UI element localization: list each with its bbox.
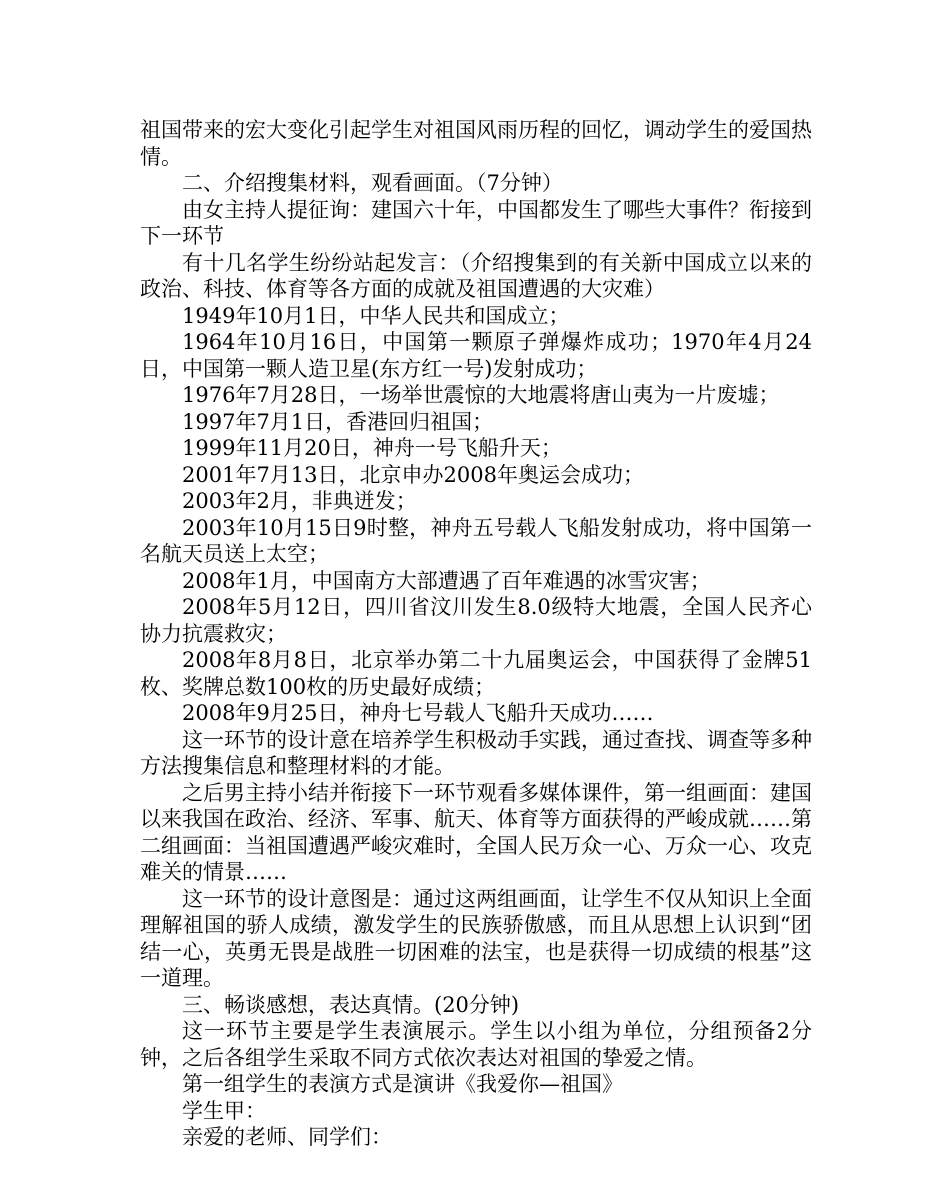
event-item: 2008年8月8日，北京举办第二十九届奥运会，中国获得了金牌51枚、奖牌总数100枚的历史最好成绩； [140, 648, 812, 699]
speaker-label: 学生甲： [182, 1098, 266, 1123]
event-item: 2008年1月，中国南方大部遭遇了百年难遇的冰雪灾害； [182, 568, 711, 593]
paragraph: 这一环节主要是学生表演展示。学生以小组为单位，分组预备2分钟，之后各组学生采取不同方式依次表达对祖国的挚爱之情。 [140, 1019, 812, 1070]
paragraph: 由女主持人提征询：建国六十年，中国都发生了哪些大事件？衔接到下一环节 [140, 197, 812, 248]
event-item: 1999年11月20日，神舟一号飞船升天； [182, 436, 562, 460]
paragraph: 有十几名学生纷纷站起发言：（介绍搜集到的有关新中国成立以来的政治、科技、体育等各方面的成就及祖国遭遇的大灾难） [140, 250, 812, 301]
paragraph: 之后男主持小结并衔接下一环节观看多媒体课件，第一组画面：建国以来我国在政治、经济、军事、航天、体育等方面获得的严峻成就……第二组画面：当祖国遭遇严峻灾难时，全国人民万众一心、万众一心、攻克难关的情景…… [140, 780, 812, 884]
speech-greeting: 亲爱的老师、同学们： [182, 1125, 392, 1149]
paragraph: 第一组学生的表演方式是演讲《我爱你—祖国》 [182, 1072, 623, 1096]
paragraph: 这一环节的设计意图是：通过这两组画面，让学生不仅从知识上全面理解祖国的骄人成绩，激发学生的民族骄傲感，而且从思想上认识到“团结一心，英勇无畏是战胜一切困难的法宝，也是获得一切成绩的根基”这一道理。 [140, 886, 812, 990]
event-item: 2003年10月15日9时整，神舟五号载人飞船发射成功，将中国第一名航天员送上太空； [140, 515, 812, 566]
event-item: 2001年7月13日，北京申办2008年奥运会成功； [182, 462, 644, 487]
event-item: 1949年10月1日，中华人民共和国成立； [182, 303, 570, 328]
event-item: 1976年7月28日，一场举世震惊的大地震将唐山夷为一片废墟； [182, 383, 780, 407]
section-heading-3: 三、畅谈感想，表达真情。(20分钟) [182, 992, 520, 1017]
paragraph-continuation: 祖国带来的宏大变化引起学生对祖国风雨历程的回忆，调动学生的爱国热情。 [140, 118, 812, 169]
event-item: 1964年10月16日，中国第一颗原子弹爆炸成功；1970年4月24日，中国第一颗人造卫星(东方红一号)发射成功； [140, 330, 812, 381]
event-item: 2003年2月，非典迸发； [182, 489, 417, 513]
event-item: 2008年5月12日，四川省汶川发生8.0级特大地震，全国人民齐心协力抗震救灾； [140, 595, 812, 646]
event-item: 1997年7月1日，香港回归祖国； [182, 409, 494, 434]
document-body [140, 117, 812, 1151]
event-item: 2008年9月25日，神舟七号载人飞船升天成功…… [182, 701, 654, 725]
paragraph: 这一环节的设计意在培养学生积极动手实践，通过查找、调查等多种方法搜集信息和整理材料的才能。 [140, 727, 812, 778]
section-heading-2: 二、介绍搜集材料，观看画面。（7分钟） [182, 171, 563, 195]
